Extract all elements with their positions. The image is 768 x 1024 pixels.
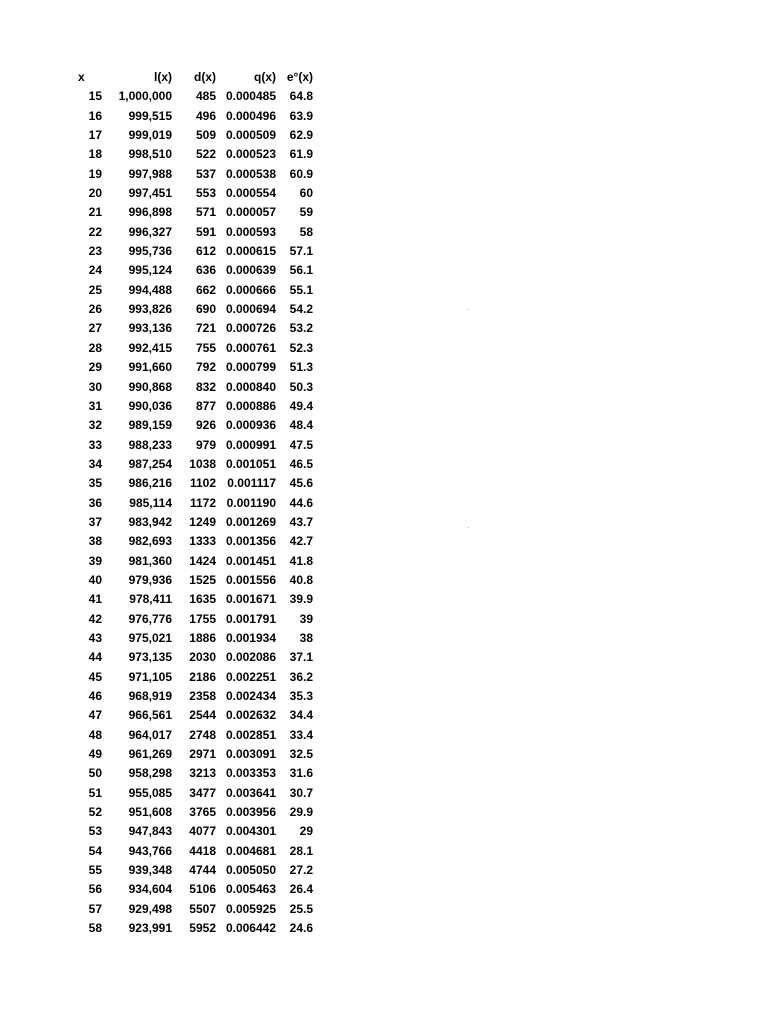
cell-lx: 976,776 (128, 611, 172, 626)
table-row (70, 339, 313, 358)
cell-lx: 939,348 (128, 863, 172, 878)
cell-x: 47 (88, 708, 102, 723)
cell-lx: 966,561 (128, 708, 172, 723)
table-row (70, 610, 313, 629)
cell-qx: 0.000523 (225, 147, 276, 162)
table-row (70, 358, 313, 377)
cell-x: 44 (88, 650, 102, 665)
cell-dx: 485 (195, 89, 216, 104)
cell-qx: 0.001190 (226, 495, 276, 510)
cell-lx: 982,693 (128, 534, 172, 549)
cell-x: 32 (88, 418, 102, 433)
cell-qx: 0.000936 (225, 418, 276, 433)
cell-qx: 0.000639 (225, 263, 276, 278)
cell-lx: 955,085 (128, 785, 172, 800)
table-row (70, 900, 313, 919)
cell-lx: 993,826 (128, 302, 172, 317)
table-row (70, 261, 313, 280)
table-row (70, 687, 313, 706)
cell-lx: 993,136 (128, 321, 172, 336)
table-header (70, 68, 313, 87)
cell-dx: 1172 (189, 495, 216, 510)
cell-lx: 958,298 (128, 766, 172, 781)
header-qx: q(x) (254, 70, 276, 84)
cell-lx: 990,036 (128, 398, 172, 413)
cell-lx: 968,919 (128, 689, 172, 703)
cell-dx: 5952 (189, 921, 216, 936)
cell-dx: 5507 (189, 901, 216, 916)
cell-ex: 48.4 (289, 418, 313, 433)
cell-x: 17 (88, 128, 102, 143)
cell-lx: 975,021 (128, 630, 172, 645)
cell-qx: 0.006442 (225, 921, 276, 936)
cell-x: 20 (88, 186, 102, 201)
table-row (70, 784, 313, 803)
cell-x: 52 (88, 805, 102, 820)
cell-dx: 2186 (189, 669, 216, 684)
cell-qx: 0.003641 (225, 785, 276, 800)
cell-lx: 996,327 (128, 224, 172, 239)
table-row (70, 378, 313, 397)
cell-dx: 2544 (189, 708, 216, 723)
cell-dx: 877 (195, 398, 216, 413)
cell-dx: 3765 (189, 805, 216, 820)
table-row (70, 107, 313, 126)
cell-ex: 55.1 (289, 282, 313, 297)
stray-mark (468, 309, 469, 310)
cell-dx: 926 (195, 418, 216, 433)
cell-ex: 24.6 (289, 921, 313, 936)
table-row (70, 861, 313, 880)
cell-dx: 662 (195, 282, 216, 297)
header-lx: l(x) (154, 70, 172, 84)
cell-dx: 3213 (189, 766, 216, 781)
cell-lx: 999,515 (128, 108, 172, 123)
cell-qx: 0.000694 (225, 302, 276, 317)
cell-dx: 553 (195, 186, 216, 201)
cell-x: 43 (88, 630, 102, 645)
cell-x: 54 (88, 843, 102, 858)
cell-ex: 32.5 (289, 747, 313, 762)
cell-qx: 0.000485 (225, 89, 276, 104)
cell-lx: 995,124 (128, 263, 172, 278)
cell-x: 37 (88, 514, 102, 529)
cell-qx: 0.000057 (225, 205, 276, 220)
cell-ex: 52.3 (289, 340, 313, 355)
cell-x: 22 (88, 224, 102, 239)
cell-dx: 1102 (189, 476, 216, 491)
cell-ex: 30.7 (289, 785, 313, 800)
cell-qx: 0.001356 (225, 534, 276, 549)
cell-lx: 929,498 (128, 901, 172, 916)
cell-lx: 998,510 (128, 147, 172, 162)
table-row (70, 203, 313, 222)
cell-dx: 755 (195, 340, 216, 355)
header-row (70, 68, 313, 87)
cell-dx: 1635 (189, 592, 216, 607)
table-row (70, 145, 313, 164)
cell-ex: 42.7 (289, 534, 313, 549)
cell-qx: 0.000538 (225, 166, 276, 181)
cell-x: 33 (88, 437, 102, 452)
cell-ex: 28.1 (289, 843, 313, 858)
cell-lx: 986,216 (128, 476, 172, 491)
cell-qx: 0.002632 (225, 708, 276, 723)
cell-qx: 0.000726 (225, 321, 276, 336)
cell-x: 34 (88, 456, 102, 471)
cell-x: 55 (88, 863, 102, 878)
cell-ex: 33.4 (289, 727, 313, 742)
cell-x: 41 (88, 592, 102, 607)
cell-x: 38 (88, 534, 102, 549)
cell-lx: 947,843 (128, 824, 172, 839)
cell-ex: 51.3 (289, 360, 313, 375)
cell-qx: 0.002251 (225, 669, 276, 684)
cell-qx: 0.004681 (225, 843, 276, 858)
table-row (70, 87, 313, 106)
table-row (70, 880, 313, 899)
table-row (70, 319, 313, 338)
cell-x: 58 (88, 921, 102, 936)
cell-dx: 612 (195, 244, 216, 259)
cell-ex: 54.2 (289, 302, 313, 317)
cell-ex: 49.4 (289, 398, 313, 413)
cell-ex: 50.3 (289, 379, 313, 394)
cell-x: 16 (88, 108, 102, 123)
table-row (70, 126, 313, 145)
cell-ex: 39 (299, 611, 313, 626)
cell-qx: 0.000554 (225, 186, 276, 201)
table-row (70, 165, 313, 184)
cell-dx: 832 (195, 379, 216, 394)
cell-lx: 923,991 (128, 921, 172, 936)
cell-dx: 1249 (189, 514, 216, 529)
cell-dx: 2358 (189, 689, 216, 703)
cell-lx: 943,766 (128, 843, 172, 858)
cell-lx: 992,415 (128, 340, 172, 355)
table-row (70, 281, 313, 300)
table-row (70, 474, 313, 493)
cell-lx: 934,604 (128, 882, 172, 897)
cell-ex: 43.7 (289, 514, 313, 529)
cell-ex: 53.2 (289, 321, 313, 336)
cell-dx: 792 (195, 360, 216, 375)
table-row (70, 745, 313, 764)
cell-lx: 994,488 (128, 282, 172, 297)
cell-x: 31 (88, 398, 102, 413)
table-row (70, 494, 313, 513)
cell-dx: 636 (195, 263, 216, 278)
cell-qx: 0.001269 (225, 514, 276, 529)
cell-qx: 0.001791 (225, 611, 276, 626)
cell-ex: 45.6 (289, 476, 313, 491)
cell-dx: 4418 (189, 843, 216, 858)
cell-qx: 0.005463 (225, 882, 276, 897)
table-row (70, 416, 313, 435)
stray-mark (468, 527, 469, 528)
cell-dx: 509 (195, 128, 216, 143)
cell-dx: 571 (195, 205, 216, 220)
cell-x: 23 (88, 244, 102, 259)
cell-x: 46 (88, 689, 102, 703)
cell-qx: 0.000840 (225, 379, 276, 394)
cell-ex: 60 (299, 186, 313, 201)
cell-x: 26 (88, 302, 102, 317)
cell-qx: 0.003956 (225, 805, 276, 820)
cell-lx: 991,660 (128, 360, 172, 375)
cell-ex: 34.4 (289, 708, 313, 723)
table-row (70, 726, 313, 745)
cell-dx: 5106 (189, 882, 216, 897)
cell-x: 27 (88, 321, 102, 336)
cell-ex: 37.1 (289, 650, 313, 665)
table-row (70, 842, 313, 861)
cell-x: 24 (88, 263, 102, 278)
cell-lx: 995,736 (128, 244, 172, 259)
table-row (70, 919, 313, 938)
cell-ex: 60.9 (289, 166, 313, 181)
cell-qx: 0.001556 (225, 572, 276, 587)
cell-x: 18 (88, 147, 102, 162)
header-x: x (78, 70, 85, 84)
cell-ex: 46.5 (289, 456, 313, 471)
cell-lx: 981,360 (128, 553, 172, 568)
cell-ex: 35.3 (289, 689, 313, 703)
cell-x: 51 (88, 785, 102, 800)
cell-lx: 999,019 (128, 128, 172, 143)
cell-lx: 987,254 (128, 456, 172, 471)
cell-lx: 988,233 (128, 437, 172, 452)
cell-dx: 4744 (189, 863, 216, 878)
cell-ex: 58 (299, 224, 313, 239)
cell-x: 42 (88, 611, 102, 626)
cell-dx: 2971 (189, 747, 216, 762)
table-row (70, 764, 313, 783)
cell-dx: 1424 (189, 553, 216, 568)
cell-qx: 0.001451 (225, 553, 276, 568)
table-row (70, 455, 313, 474)
cell-lx: 996,898 (128, 205, 172, 220)
cell-lx: 983,942 (128, 514, 172, 529)
cell-qx: 0.000496 (225, 108, 276, 123)
cell-x: 21 (88, 205, 102, 220)
cell-qx: 0.000799 (225, 360, 276, 375)
cell-lx: 979,936 (128, 572, 172, 587)
cell-x: 19 (88, 166, 102, 181)
cell-dx: 979 (195, 437, 216, 452)
cell-x: 25 (88, 282, 102, 297)
table-row (70, 629, 313, 648)
cell-x: 45 (88, 669, 102, 684)
cell-dx: 1038 (189, 456, 216, 471)
table-row (70, 184, 313, 203)
cell-x: 53 (88, 824, 102, 839)
cell-qx: 0.000615 (225, 244, 276, 259)
cell-qx: 0.000509 (225, 128, 276, 143)
table-row (70, 513, 313, 532)
table-row (70, 822, 313, 841)
cell-x: 15 (88, 89, 102, 104)
cell-dx: 1333 (189, 534, 216, 549)
header-dx: d(x) (194, 70, 216, 84)
cell-qx: 0.000761 (225, 340, 276, 355)
cell-qx: 0.001671 (225, 592, 276, 607)
cell-ex: 41.8 (289, 553, 313, 568)
cell-dx: 690 (195, 302, 216, 317)
cell-qx: 0.004301 (225, 824, 276, 839)
cell-ex: 63.9 (289, 108, 313, 123)
life-table (70, 68, 313, 938)
cell-dx: 496 (195, 108, 216, 123)
cell-x: 48 (88, 727, 102, 742)
cell-ex: 59 (299, 205, 313, 220)
table-row (70, 648, 313, 667)
cell-qx: 0.001934 (225, 630, 276, 645)
cell-x: 50 (88, 766, 102, 781)
cell-ex: 64.8 (289, 89, 313, 104)
cell-x: 57 (88, 901, 102, 916)
cell-qx: 0.005050 (225, 863, 276, 878)
cell-qx: 0.000886 (225, 398, 276, 413)
table-row (70, 300, 313, 319)
cell-qx: 0.001117 (227, 476, 276, 491)
cell-lx: 978,411 (129, 592, 172, 607)
cell-lx: 973,135 (128, 650, 172, 665)
cell-lx: 961,269 (128, 747, 172, 762)
cell-qx: 0.000991 (225, 437, 276, 452)
table-row (70, 571, 313, 590)
cell-lx: 989,159 (128, 418, 172, 433)
cell-ex: 26.4 (289, 882, 313, 897)
cell-qx: 0.003353 (225, 766, 276, 781)
cell-qx: 0.002851 (225, 727, 276, 742)
life-table-grid (70, 68, 313, 938)
cell-dx: 1886 (189, 630, 216, 645)
table-row (70, 590, 313, 609)
table-row (70, 706, 313, 725)
table-row (70, 552, 313, 571)
table-row (70, 223, 313, 242)
cell-x: 28 (88, 340, 102, 355)
cell-ex: 27.2 (289, 863, 313, 878)
cell-x: 36 (88, 495, 102, 510)
cell-dx: 4077 (189, 824, 216, 839)
cell-qx: 0.001051 (225, 456, 276, 471)
cell-lx: 951,608 (128, 805, 172, 820)
cell-dx: 537 (195, 166, 216, 181)
cell-ex: 36.2 (289, 669, 313, 684)
cell-ex: 47.5 (289, 437, 313, 452)
cell-dx: 1755 (189, 611, 216, 626)
table-row (70, 436, 313, 455)
cell-ex: 29.9 (289, 805, 313, 820)
cell-ex: 25.5 (289, 901, 313, 916)
cell-ex: 40.8 (289, 572, 313, 587)
cell-dx: 1525 (189, 572, 216, 587)
cell-x: 56 (88, 882, 102, 897)
cell-x: 29 (88, 360, 102, 375)
cell-x: 40 (88, 572, 102, 587)
cell-ex: 39.9 (289, 592, 313, 607)
cell-dx: 522 (195, 147, 216, 162)
cell-lx: 990,868 (128, 379, 172, 394)
cell-ex: 29 (299, 824, 313, 839)
table-row (70, 803, 313, 822)
cell-ex: 62.9 (289, 128, 313, 143)
cell-ex: 44.6 (289, 495, 313, 510)
cell-dx: 3477 (189, 785, 216, 800)
cell-lx: 964,017 (128, 727, 172, 742)
cell-qx: 0.002434 (225, 689, 276, 703)
cell-ex: 31.6 (289, 766, 313, 781)
cell-x: 49 (88, 747, 102, 762)
cell-ex: 57.1 (289, 244, 313, 259)
cell-ex: 56.1 (289, 263, 313, 278)
cell-ex: 61.9 (289, 147, 313, 162)
cell-qx: 0.003091 (225, 747, 276, 762)
cell-ex: 38 (299, 630, 313, 645)
cell-x: 35 (88, 476, 102, 491)
table-row (70, 242, 313, 261)
cell-x: 30 (88, 379, 102, 394)
table-row (70, 668, 313, 687)
cell-dx: 721 (195, 321, 216, 336)
cell-dx: 2030 (189, 650, 216, 665)
cell-lx: 985,114 (129, 495, 172, 510)
table-body (70, 87, 313, 938)
cell-x: 39 (88, 553, 102, 568)
cell-qx: 0.000666 (225, 282, 276, 297)
header-ex: e°(x) (286, 70, 313, 84)
cell-lx: 1,000,000 (118, 89, 172, 104)
cell-dx: 591 (195, 224, 216, 239)
table-row (70, 397, 313, 416)
cell-qx: 0.000593 (225, 224, 276, 239)
cell-qx: 0.002086 (225, 650, 276, 665)
table-row (70, 532, 313, 551)
cell-dx: 2748 (189, 727, 216, 742)
cell-lx: 997,451 (128, 186, 172, 201)
cell-lx: 997,988 (128, 166, 172, 181)
cell-qx: 0.005925 (225, 901, 276, 916)
cell-lx: 971,105 (128, 669, 172, 684)
